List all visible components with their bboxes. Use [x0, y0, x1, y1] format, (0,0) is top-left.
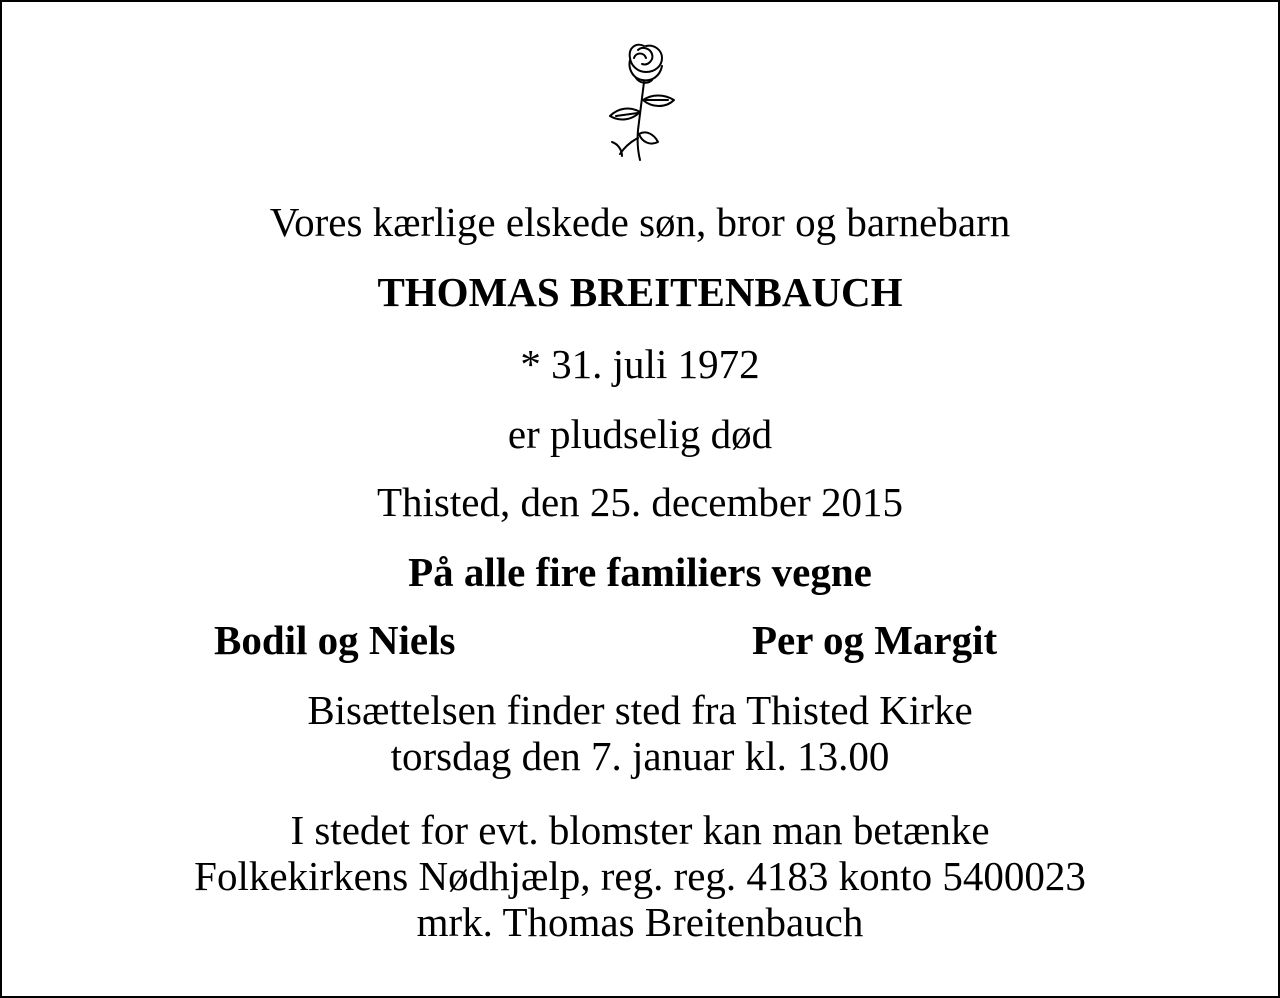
place-date: Thisted, den 25. december 2015: [376, 479, 903, 525]
donation-line-1: I stedet for evt. blomster kan man betænke: [290, 807, 990, 853]
families-text: På alle fire familiers vegne: [408, 549, 872, 595]
birth-date: * 31. juli 1972: [520, 341, 760, 387]
funeral-line-1: Bisættelsen finder sted fra Thisted Kirke: [307, 687, 973, 733]
donation-line-2: Folkekirkens Nødhjælp, reg. reg. 4183 konto 5400023: [194, 853, 1086, 899]
deceased-name: THOMAS BREITENBAUCH: [377, 269, 903, 315]
signer-right: Per og Margit: [752, 617, 998, 663]
donation-line-3: mrk. Thomas Breitenbauch: [416, 899, 864, 945]
death-text: er pludselig død: [507, 411, 773, 457]
intro-text: Vores kærlige elskede søn, bror og barnebarn: [269, 199, 1011, 245]
funeral-line-2: torsdag den 7. januar kl. 13.00: [390, 733, 890, 779]
signer-left: Bodil og Niels: [214, 617, 456, 663]
rose-icon: [600, 38, 684, 164]
